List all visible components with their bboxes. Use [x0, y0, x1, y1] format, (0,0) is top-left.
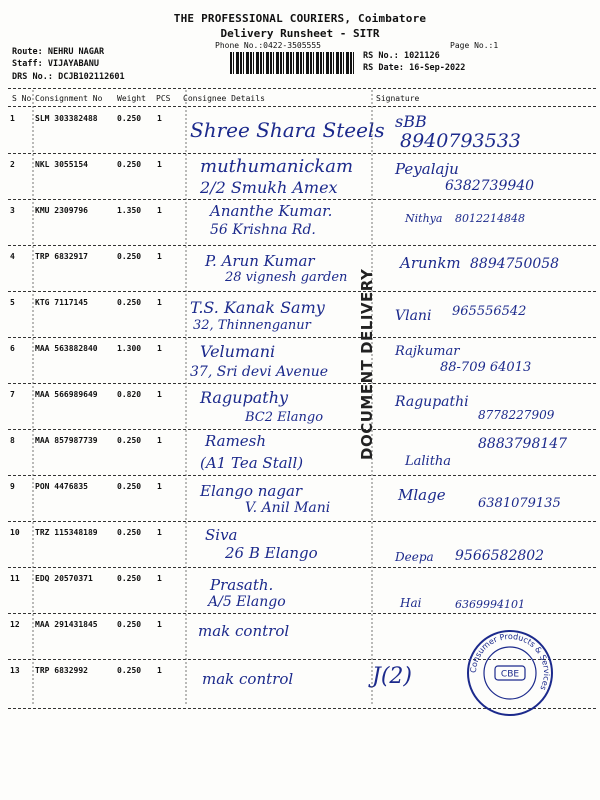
row-weight: 0.250 [117, 574, 142, 583]
row-sno: 4 [10, 252, 15, 261]
row-pcs: 1 [157, 574, 162, 583]
row-sno: 3 [10, 206, 15, 215]
signature-mark: Vlani [395, 308, 432, 324]
signature-phone: 8883798147 [478, 436, 568, 452]
document-title: Delivery Runsheet - SITR [220, 27, 380, 40]
signature-mark: Hai [400, 596, 422, 610]
row-sno: 5 [10, 298, 15, 307]
rs-date-value: 16-Sep-2022 [409, 63, 466, 73]
consignee-line-2: (A1 Tea Stall) [200, 454, 304, 472]
row-sno: 9 [10, 482, 15, 491]
route-label: Route: [12, 47, 43, 57]
route-value: NEHRU NAGAR [47, 47, 105, 57]
col-consignment: Consignment No [35, 94, 103, 103]
consignee-line-1: P. Arun Kumar [205, 252, 315, 270]
consignee-line-2: 2/2 Smukh Amex [200, 178, 338, 197]
signature-phone: 8940793533 [400, 130, 521, 152]
consignee-line-2: V. Anil Mani [245, 500, 331, 516]
phone-number: Phone No.:0422-3505555 [215, 41, 321, 50]
row-consignment: SLM 303382488 [35, 114, 98, 123]
seal-text: Consumer Products & Services [468, 631, 552, 692]
row-sno: 11 [10, 574, 20, 583]
row-sno: 12 [10, 620, 20, 629]
row-weight: 0.250 [117, 160, 142, 169]
consignee-line-2: 56 Krishna Rd. [210, 222, 316, 238]
row-sno: 7 [10, 390, 15, 399]
row-sno: 1 [10, 114, 15, 123]
signature-phone: 6369994101 [455, 598, 525, 611]
row-consignment: KMU 2309796 [35, 206, 88, 215]
consignee-line-1: Ramesh [205, 432, 267, 450]
row-weight: 1.300 [117, 344, 142, 353]
drs-label: DRS No.: [12, 72, 53, 82]
row-weight: 0.820 [117, 390, 142, 399]
signature-mark: Arunkm [400, 254, 461, 272]
row-weight: 0.250 [117, 436, 142, 445]
signature-phone: 8778227909 [478, 408, 555, 422]
row-consignment: TRP 6832992 [35, 666, 88, 675]
company-name: THE PROFESSIONAL COURIERS, Coimbatore [173, 12, 427, 25]
col-signature: Signature [376, 94, 420, 103]
signature-mark: Ragupathi [395, 394, 469, 410]
row-sno: 10 [10, 528, 20, 537]
page-number: Page No.:1 [450, 41, 499, 50]
col-pcs: PCS [156, 94, 171, 103]
row-pcs: 1 [157, 298, 162, 307]
row-weight: 0.250 [117, 114, 142, 123]
signature-phone: 6381079135 [478, 496, 561, 511]
row-consignment: MAA 857987739 [35, 436, 98, 445]
consignee-line-1: Elango nagar [200, 482, 303, 500]
consignee-line-2: 28 vignesh garden [225, 270, 348, 285]
row-consignment: MAA 566989649 [35, 390, 98, 399]
document-delivery-stamp: DOCUMENT DELIVERY [358, 268, 376, 460]
rs-date-label: RS Date: [363, 63, 404, 73]
row-pcs: 1 [157, 390, 162, 399]
row-pcs: 1 [157, 252, 162, 261]
row-weight: 0.250 [117, 298, 142, 307]
consignee-line-1: mak control [202, 670, 294, 688]
drs-value: DCJB102112601 [58, 72, 125, 82]
row-sno: 8 [10, 436, 15, 445]
consignee-line-1: Ragupathy [200, 388, 289, 407]
consignee-line-2: A/5 Elango [208, 594, 286, 610]
signature-mark: Mlage [398, 486, 446, 504]
col-weight: Weight [117, 94, 146, 103]
row-weight: 0.250 [117, 620, 142, 629]
row-consignment: TRP 6832917 [35, 252, 88, 261]
row-pcs: 1 [157, 436, 162, 445]
signature-mark: Peyalaju [395, 160, 459, 178]
staff-value: VIJAYABANU [47, 59, 100, 69]
consignee-line-1: Siva [205, 526, 238, 544]
signature-mark: Lalitha [405, 454, 452, 469]
row-weight: 0.250 [117, 528, 142, 537]
row-consignment: MAA 563882840 [35, 344, 98, 353]
col-sno: S No [12, 94, 32, 103]
signature-phone: 8012214848 [455, 212, 525, 225]
row-sno: 2 [10, 160, 15, 169]
signature-mark: Deepa [395, 550, 434, 564]
signature-mark: Nithya [405, 212, 443, 225]
consignee-line-1: Shree Shara Steels [190, 118, 385, 142]
consignee-line-1: Velumani [200, 342, 276, 361]
row-consignment: EDQ 20570371 [35, 574, 93, 583]
signature-mark: Rajkumar [395, 344, 460, 359]
col-consignee: Consignee Details [183, 94, 265, 103]
signature-mark: J(2) [372, 664, 412, 689]
company-seal-icon [465, 628, 555, 718]
consignee-line-1: Ananthe Kumar. [210, 202, 333, 220]
row-pcs: 1 [157, 206, 162, 215]
staff-label: Staff: [12, 59, 43, 69]
consignee-line-1: Prasath. [210, 576, 274, 594]
row-weight: 1.350 [117, 206, 142, 215]
consignee-line-2: 26 B Elango [225, 544, 318, 562]
row-consignment: PON 4476835 [35, 482, 88, 491]
consignee-line-2: 37, Sri devi Avenue [190, 364, 329, 380]
row-pcs: 1 [157, 666, 162, 675]
signature-phone: 88-709 64013 [440, 360, 532, 375]
row-consignment: KTG 7117145 [35, 298, 88, 307]
seal-center-text: CBE [500, 669, 520, 680]
consignee-line-1: muthumanickam [200, 156, 354, 177]
row-consignment: NKL 3055154 [35, 160, 88, 169]
row-pcs: 1 [157, 160, 162, 169]
rs-no-label: RS No.: [363, 51, 399, 61]
rs-no-value: 1021126 [403, 51, 440, 61]
row-pcs: 1 [157, 114, 162, 123]
row-pcs: 1 [157, 528, 162, 537]
row-sno: 13 [10, 666, 20, 675]
row-sno: 6 [10, 344, 15, 353]
row-consignment: MAA 291431845 [35, 620, 98, 629]
signature-phone: 9566582802 [455, 548, 545, 564]
signature-phone: 8894750058 [470, 256, 560, 272]
signature-phone: 965556542 [452, 304, 527, 319]
signature-mark: sBB [395, 112, 427, 131]
row-pcs: 1 [157, 620, 162, 629]
row-weight: 0.250 [117, 252, 142, 261]
signature-phone: 6382739940 [445, 178, 535, 194]
row-weight: 0.250 [117, 666, 142, 675]
consignee-line-2: 32, Thinnenganur [193, 318, 311, 333]
row-weight: 0.250 [117, 482, 142, 491]
consignee-line-2: BC2 Elango [245, 410, 324, 425]
row-pcs: 1 [157, 344, 162, 353]
row-consignment: TRZ 115348189 [35, 528, 98, 537]
consignee-line-1: T.S. Kanak Samy [190, 298, 325, 317]
consignee-line-1: mak control [198, 622, 290, 640]
row-pcs: 1 [157, 482, 162, 491]
